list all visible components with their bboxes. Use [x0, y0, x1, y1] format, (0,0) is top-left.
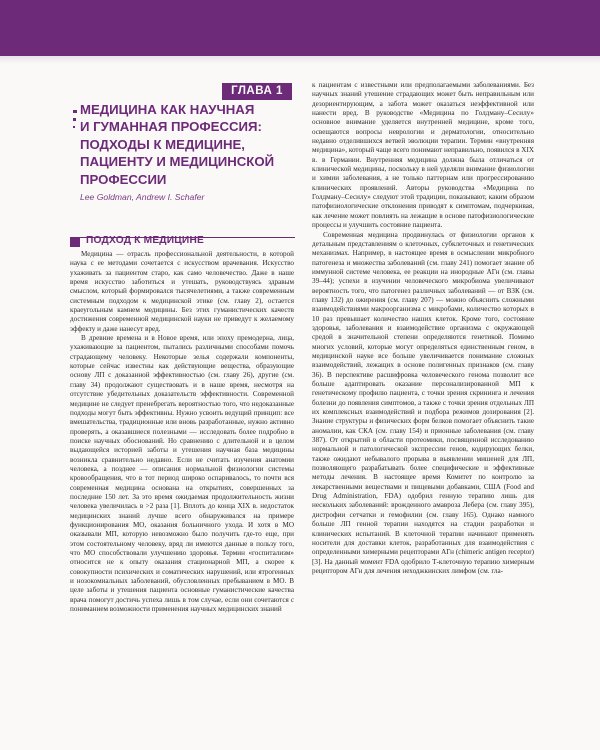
paragraph: В древние времена и в Новое время, или эпоху премодерна, лица, ухаживающие за пациентом, пытались различными способами помочь страдающему человеку. Некоторые зелья содержали компоненты, которые сейчас известны как действующие вещества, образующие основу ЛП с доказанной эффективностью (см. главу 26), другие (см. главу 34) продолжают существовать и в наше время, несмотря на отсутствие убедительных доказательств эффективности. Современной медицине не следует пренебрегать вероятностью того, что недоказанные подходы могут быть эффективны. Нужно усвоить ведущий принцип: все вмешательства, традиционные или вновь разработанные, нужно активно проверять, а оказавшиеся полезными — исследовать более подробно в поиске научных обоснований. Но сравнению с длительной и в целом выдающейся историей заботы и утешения научная база медицины возникла сравнительно недавно. Если не считать изучения анатомии человека, а позднее — описания нормальной физиологии системы кровообращения, что в тот период широко оспаривалось, то почти вся современная медицина основана на открытиях, совершенных за последние 150 лет. За это время ожидаемая продолжительность жизни человека увеличилась в >2 раза [1]. Вплоть до конца XIX в. недостаток медицинских знаний лучше всего обнаруживался на примере функционирования МО, оказания больничного ухода. И хотя в МО оказывали МП, которую невозможно было получить где-то еще, при этом состоятельному человеку, вряд ли имеются данные в пользу того, что МО способствовали улучшению здоровья. Термин «госпитализм» относится не к опыту оказания стационарной МП, а скорее к совокупности психических и соматических нарушений, или ятрогенных и нозокомиальных заболеваний, обусловленных пребыванием в МО. В целе заботы и утешения пациента основные гуманистические качества врача помогут достичь успеха лишь в том случае, если они сочетаются с пониманием возможности применения научных медицинских знаний: [70, 334, 294, 614]
chapter-title-line: И ГУМАННАЯ ПРОФЕССИЯ:: [80, 119, 262, 135]
paragraph: к пациентам с известными или предполагаемыми заболеваниями. Без научных знаний утешение страдающих может быть неправильным или дезориентирующим, а забота может оказаться неэффективной или нанести вред. В руководстве «Медицина по Голдману–Сесилу» основное внимание уделяется внутренней медицине, кроме того, освещаются вопросы неврологии и дерматологии, относительно недавно отделившихся ветвей эволюции терапии. Термин «внутренняя медицина», который чаще всего понимают неправильно, появился в XIX в. в Германии. Внутренняя медицина должна была отличаться от клинической медицины, поскольку в ней уделяли внимание физиологии и химии заболевания, а не только паттернам или прогрессированию клинических проявлений. Авторы руководства «Медицина по Голдману–Сесилу» следуют этой традиции, показывают, каким образом патофизиологические отклонения приводят к симптомам, подчеркивая, как лечение может повлиять на лежащие в основе патофизиологические процессы и улучшить состояние пациента.: [312, 81, 534, 230]
top-color-band: [0, 0, 600, 56]
chapter-title-line: МЕДИЦИНА КАК НАУЧНАЯ: [80, 102, 255, 117]
side-marker-bar: [73, 118, 76, 121]
chapter-title-line: ПРОФЕССИИ: [80, 171, 167, 187]
top-band-shadow: [0, 56, 600, 64]
chapter-title-line: ПОДХОДЫ К МЕДИЦИНЕ,: [80, 136, 245, 152]
left-column: [70, 250, 294, 614]
side-marker-bar: [73, 126, 75, 128]
chapter-title: [80, 101, 295, 188]
section-heading: ПОДХОД К МЕДИЦИНЕ: [86, 235, 205, 246]
chapter-label: ГЛАВА 1: [222, 83, 292, 100]
chapter-title-line: ПАЦИЕНТУ И МЕДИЦИНСКОЙ: [80, 154, 275, 170]
side-marker-bar: [73, 110, 77, 113]
paragraph: Медицина — отрасль профессиональной деятельности, в которой наука с ее методами сочетается с искусством врачевания. Искусство ухаживать за пациентом старо, как само человечество. Даже в наше время искусство заботиться и утешать, руководствуясь здравым смыслом, который формировался тысячелетиями, а также современным системным подходом к медицинской этике (см. главу 2), остается краеугольным камнем медицины. Без этих гуманистических качеств достижения современной медицинской науки не приведут к желаемому эффекту и даже нанесут вред.: [70, 250, 294, 333]
right-column: [312, 81, 534, 576]
title-side-marker: [73, 110, 77, 133]
section-square-icon: [70, 237, 80, 247]
paragraph: Современная медицина продвинулась от физиологии органов к детальным представлениям о клеточных, субклеточных и генетических механизмах. Например, в настоящее время в осмыслении микробного патогенеза и множества заболеваний (см. главу 241) помогает знание об иммунной системе человека, ее реакции на инородные АГн (см. главы 39–44); успехи в изучении человеческого микробиома увеличивают вероятность того, что патогенез различных заболеваний — от ВЗК (см. главу 132) до ожирения (см. главу 207) — можно объяснить сложными взаимодействиями макроорганизма с микробами, количество которых в 10 раз превышает количество наших клеток. Кроме того, состояние здоровья, заболевания и взаимодействие организма с окружающей средой в значительной степени определяются генетикой. Помимо многих условий, которые могут определяться единственным геном, в медицинской науке все больше увеличивается понимание сложных взаимодействий, лежащих в основе полигенных признаков (см. главу 36). В перспективе расшифровка человеческого генома позволит все больше адаптировать оказание персонализированной МП к генетическому профилю пациента, с точки зрения скрининга и лечения болезни до появления симптомов, а также с точки зрения отдельных ЛП их комплексных взаимодействий и подбора режимов дозирования [2]. Знание структуры и физических форм белков помогает объяснить такие аномалии, как СКА (см. главу 154) и прионные заболевания (см. главу 387). От открытий в области протеомики, посвященной исследованию нормальной и патологической экспрессии генов, кодирующих белки, также ожидают небывалого прорыва в выявлении мишеней для ЛП, позволяющего разрабатывать более специфические и эффективные методы лечения. В настоящее время Комитет по контролю за лекарственными веществами и пищевыми добавками, США (Food and Drug Administration, FDA) одобрил генную терапию лишь для нескольких заболеваний: врожденного амавроза Лебера (см. главу 395), дистрофии сетчатки и гемофилии (см. главу 165). Однако намного больше ЛП генной терапии находятся на стадии разработки и клинических испытаний. В клеточной терапии начинают применять носители для доставки клеток, разработанных для взаимодействия с определенными химерными рецепторами АГн (chimeric antigen receptor) [3]. На данный момент FDA одобрило Т-клеточную терапию химерным рецептором АГн для лечения неходжкинских лимфом (см. гла-: [312, 230, 534, 575]
chapter-authors: Lee Goldman, Andrew I. Schafer: [80, 192, 205, 202]
